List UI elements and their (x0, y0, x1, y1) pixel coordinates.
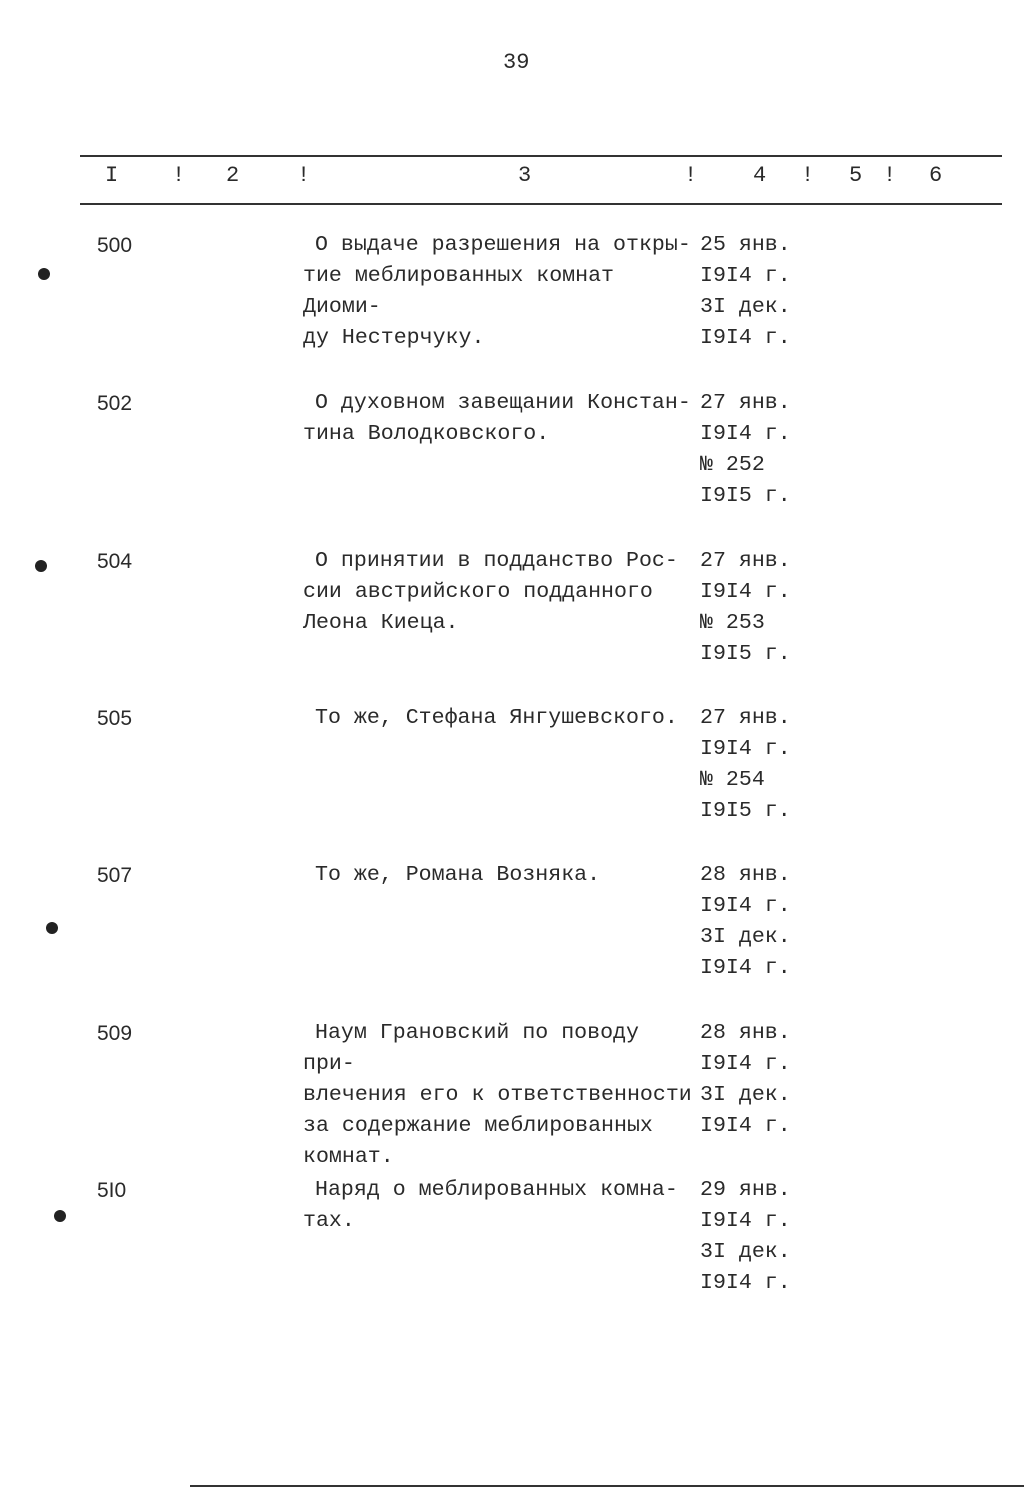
date-line: 28 янв. (700, 1021, 791, 1045)
column-3: 3 (518, 163, 532, 188)
title-line: Наум Грановский по поводу при- (303, 1021, 639, 1076)
punch-hole-mark (35, 560, 47, 572)
date-line: I9I4 г. (700, 264, 791, 288)
title-line: То же, Романа Возняка. (315, 863, 601, 887)
date-line: 3I дек. (700, 1240, 791, 1264)
date-line: 27 янв. (700, 391, 791, 415)
item-title (303, 388, 703, 450)
column-1: I (105, 163, 119, 188)
date-line: 3I дек. (700, 925, 791, 949)
bottom-rule (190, 1485, 1024, 1487)
date-line: 29 янв. (700, 1178, 791, 1202)
title-line: влечения его к ответственности (303, 1083, 692, 1107)
separator: ! (883, 163, 897, 188)
date-line: I9I4 г. (700, 956, 791, 980)
header-bottom-rule (80, 203, 1002, 205)
separator: ! (297, 163, 311, 188)
punch-hole-mark (54, 1210, 66, 1222)
date-line: № 254 (700, 768, 765, 792)
date-line: 27 янв. (700, 706, 791, 730)
item-number: 509 (97, 1022, 133, 1045)
title-line: О принятии в подданство Рос- (315, 549, 678, 573)
item-dates (700, 1018, 800, 1142)
date-line: 28 янв. (700, 863, 791, 887)
punch-hole-mark (46, 922, 58, 934)
separator: ! (684, 163, 698, 188)
item-number: 507 (97, 864, 133, 887)
page-number: 39 (503, 50, 530, 75)
date-line: № 253 (700, 611, 765, 635)
item-title (303, 703, 703, 734)
title-line: тие меблированных комнат Диоми- (303, 264, 615, 319)
title-line: То же, Стефана Янгушевского. (315, 706, 678, 730)
item-title (303, 1175, 703, 1237)
date-line: I9I5 г. (700, 799, 791, 823)
date-line: I9I4 г. (700, 1114, 791, 1138)
date-line: I9I4 г. (700, 737, 791, 761)
punch-hole-mark (38, 268, 50, 280)
date-line: I9I4 г. (700, 1052, 791, 1076)
date-line: I9I4 г. (700, 1271, 791, 1295)
title-line: тах. (303, 1209, 355, 1233)
column-2: 2 (226, 163, 240, 188)
title-line: комнат. (303, 1145, 394, 1169)
item-dates (700, 703, 800, 827)
date-line: 3I дек. (700, 295, 791, 319)
date-line: 27 янв. (700, 549, 791, 573)
date-line: I9I4 г. (700, 580, 791, 604)
header-top-rule (80, 155, 1002, 157)
separator: ! (801, 163, 815, 188)
item-title (303, 230, 703, 354)
date-line: I9I4 г. (700, 422, 791, 446)
date-line: I9I5 г. (700, 484, 791, 508)
title-line: сии австрийского подданного (303, 580, 653, 604)
item-number: 502 (97, 392, 133, 415)
date-line: I9I4 г. (700, 326, 791, 350)
column-4: 4 (753, 163, 767, 188)
item-dates (700, 546, 800, 670)
title-line: О выдаче разрешения на откры- (315, 233, 691, 257)
title-line: за содержание меблированных (303, 1114, 653, 1138)
item-dates (700, 860, 800, 984)
item-title (303, 546, 703, 639)
column-6: 6 (929, 163, 943, 188)
date-line: I9I5 г. (700, 642, 791, 666)
item-number: 504 (97, 550, 133, 573)
item-title (303, 860, 703, 891)
date-line: 3I дек. (700, 1083, 791, 1107)
date-line: I9I4 г. (700, 894, 791, 918)
title-line: Наряд о меблированных комна- (315, 1178, 678, 1202)
item-number: 505 (97, 707, 133, 730)
title-line: О духовном завещании Констан- (315, 391, 691, 415)
date-line: I9I4 г. (700, 1209, 791, 1233)
title-line: тина Володковского. (303, 422, 550, 446)
item-title (303, 1018, 703, 1173)
column-5: 5 (849, 163, 863, 188)
separator: ! (172, 163, 186, 188)
item-dates (700, 1175, 800, 1299)
title-line: Леона Киеца. (303, 611, 459, 635)
date-line: № 252 (700, 453, 765, 477)
column-header (0, 163, 1024, 193)
item-dates (700, 388, 800, 512)
title-line: ду Нестерчуку. (303, 326, 485, 350)
item-number: 500 (97, 234, 133, 257)
date-line: 25 янв. (700, 233, 791, 257)
item-number: 5I0 (97, 1179, 127, 1202)
item-dates (700, 230, 800, 354)
